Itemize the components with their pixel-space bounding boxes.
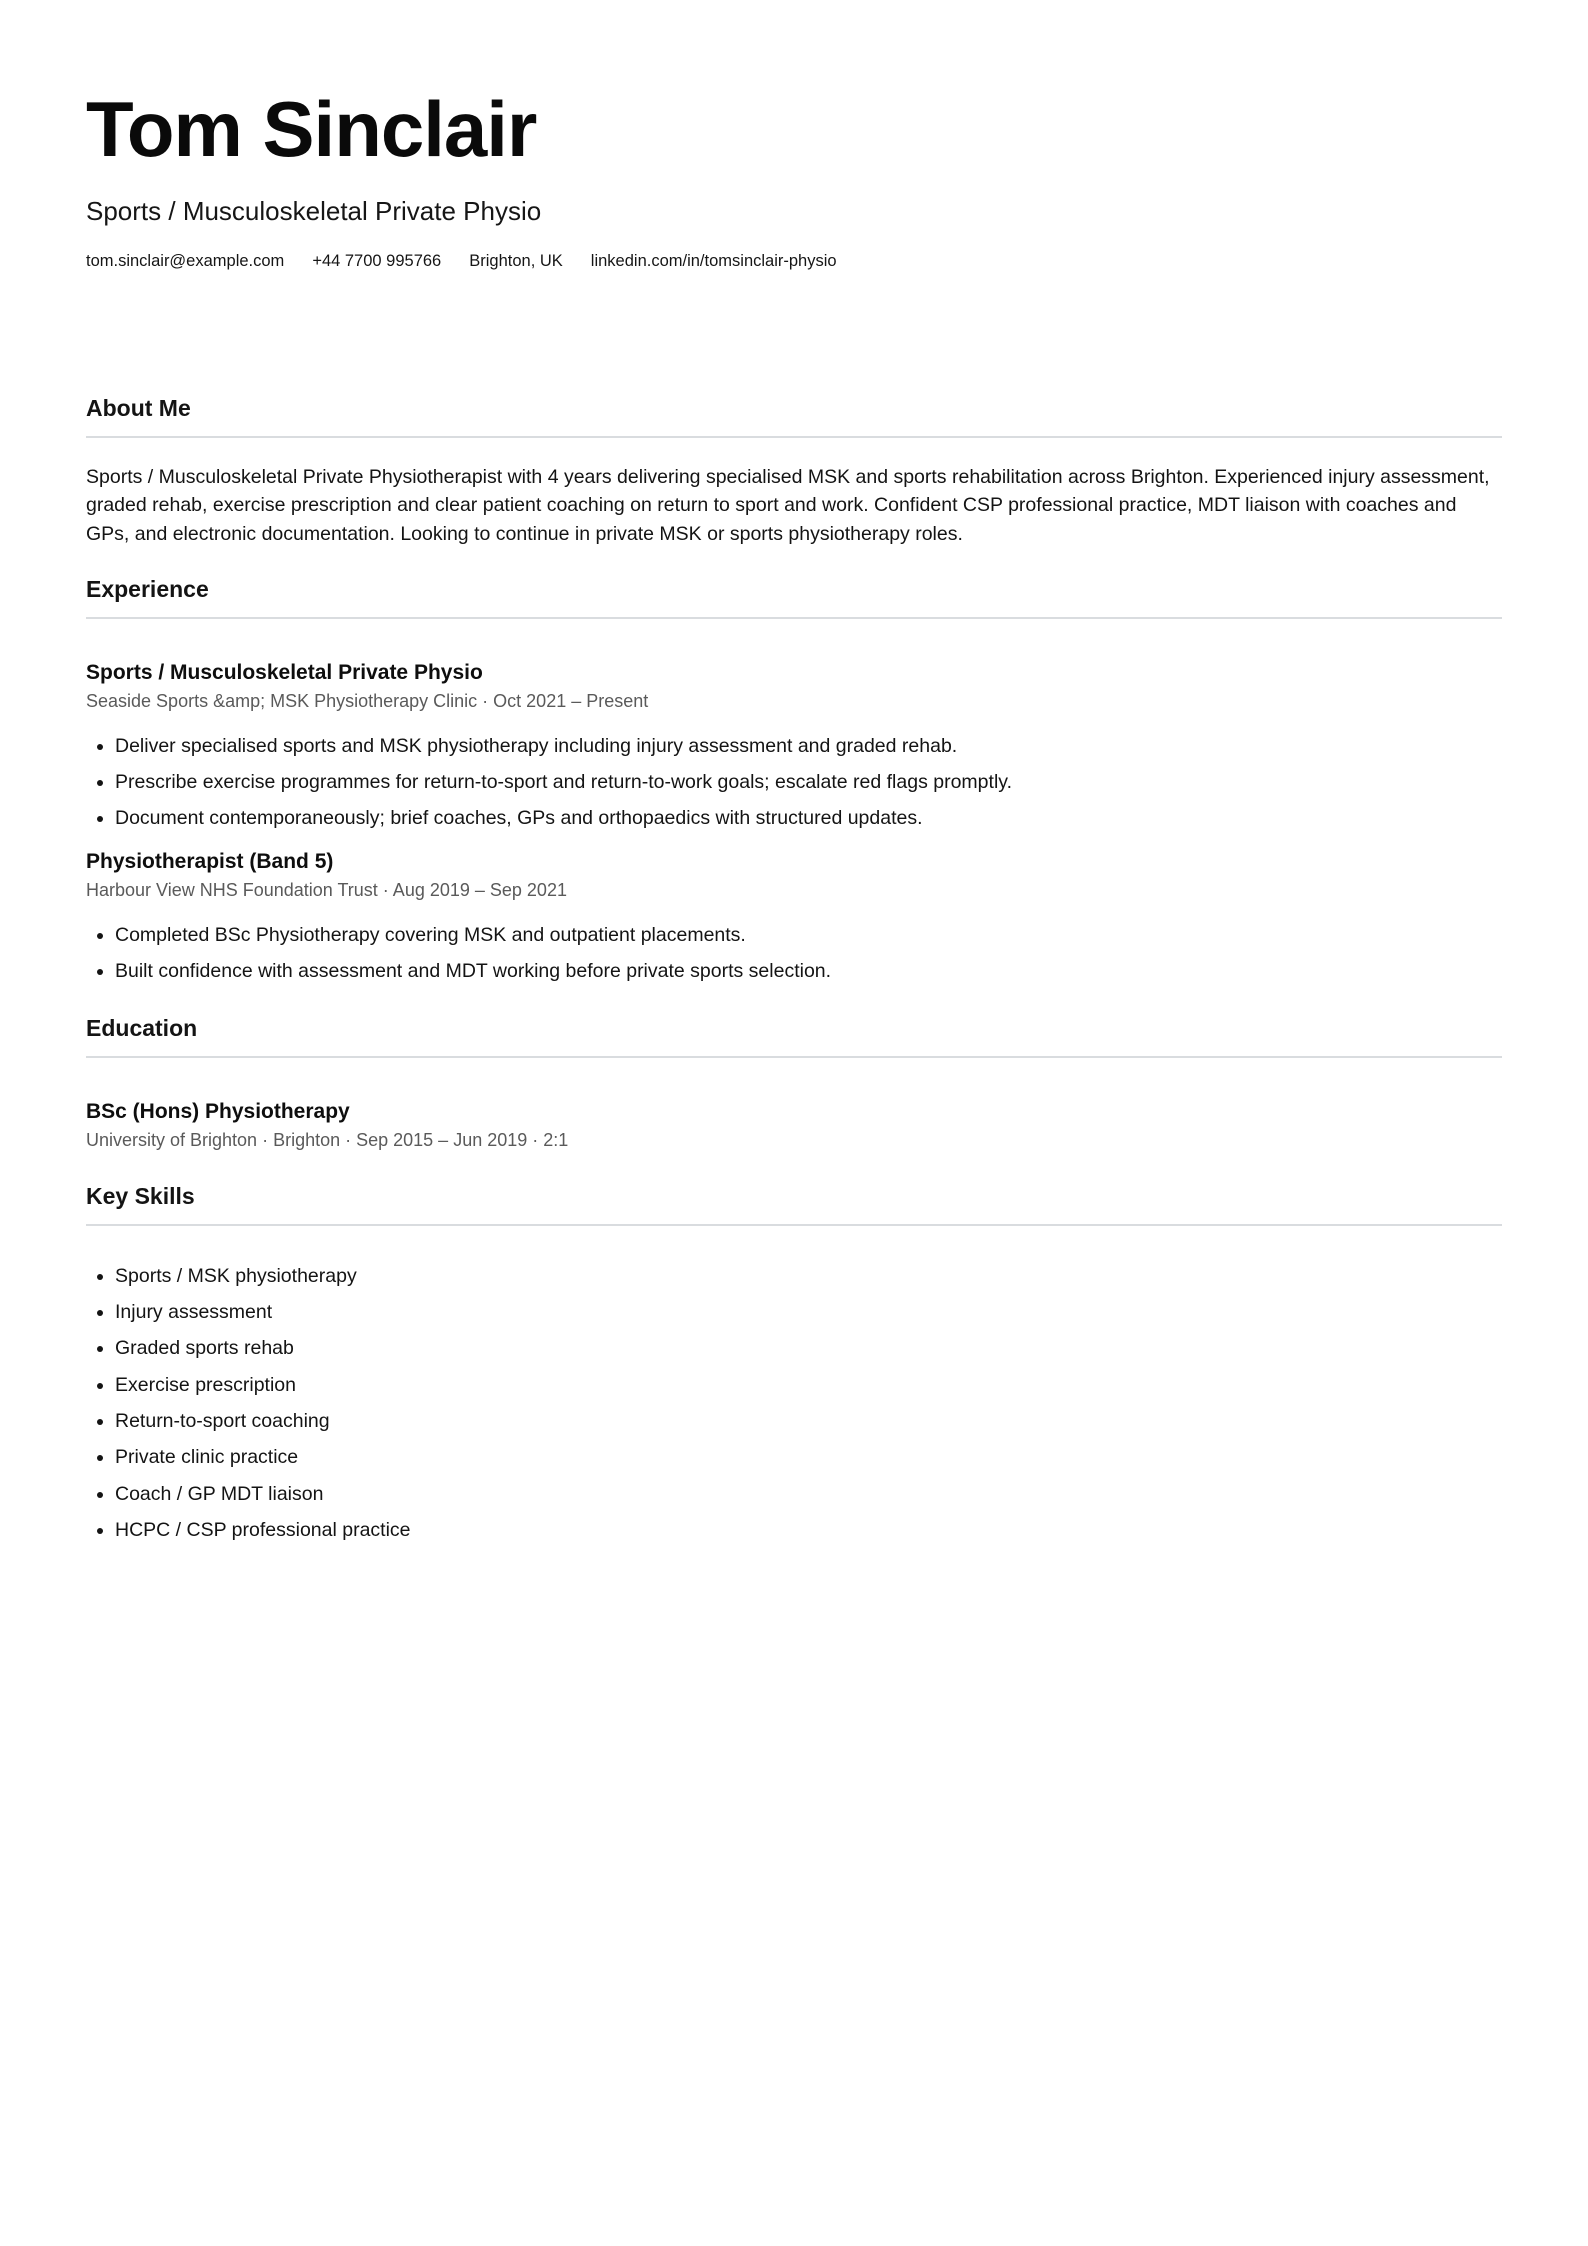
skill-item: • Return-to-sport coaching [115, 1409, 1502, 1434]
job-bullet: • Built confidence with assessment and MDT working before private sports selection. [115, 959, 1502, 984]
contact-linkedin: linkedin.com/in/tomsinclair-physio [590, 252, 837, 270]
job-meta: Seaside Sports &amp; MSK Physiotherapy Clinic · Oct 2021 – Present [86, 690, 649, 711]
resume-header [86, 85, 1502, 271]
job-title: Physiotherapist (Band 5) [86, 849, 334, 873]
skill-item: • Injury assessment [115, 1300, 1502, 1325]
education-entry [86, 1100, 1502, 1151]
job-bullet: • Completed BSc Physiotherapy covering MSK and outpatient placements. [115, 923, 1502, 948]
education-section [86, 1015, 1502, 1151]
skill-item: • Coach / GP MDT liaison [115, 1482, 1502, 1507]
about-section [86, 395, 1502, 548]
job-bullets [86, 734, 1502, 832]
job-bullet: • Deliver specialised sports and MSK physiotherapy including injury assessment and graded rehab. [115, 734, 1502, 759]
skills-section [86, 1183, 1502, 1544]
skills-heading: Key Skills [86, 1183, 1502, 1226]
experience-heading: Experience [86, 576, 1502, 619]
education-heading: Education [86, 1015, 1502, 1058]
experience-entry [86, 661, 1502, 832]
candidate-headline: Sports / Musculoskeletal Private Physio [86, 196, 542, 226]
job-bullet: • Document contemporaneously; brief coaches, GPs and orthopaedics with structured updates. [115, 806, 1502, 831]
degree-title: BSc (Hons) Physiotherapy [86, 1099, 350, 1123]
contact-phone: +44 7700 995766 [312, 252, 442, 270]
about-text: Sports / Musculoskeletal Private Physiotherapist with 4 years delivering specialised MSK and sports rehabilitation across Brighton. Experienced injury assessment, graded rehab, exercise prescription and clear patient coaching on return to sport and work. Confident CSP professional practice, MDT liaison with coaches and GPs, and electronic documentation. Looking to continue in private MSK or sports physiotherapy roles. [86, 466, 1490, 545]
contact-row [86, 252, 1502, 271]
experience-section [86, 576, 1502, 985]
contact-email: tom.sinclair@example.com [86, 252, 285, 270]
skills-list [86, 1264, 1502, 1544]
about-heading: About Me [86, 395, 1502, 438]
job-bullet: • Prescribe exercise programmes for return-to-sport and return-to-work goals; escalate red flags promptly. [115, 770, 1502, 795]
contact-location: Brighton, UK [469, 252, 563, 270]
job-bullets [86, 923, 1502, 985]
job-title: Sports / Musculoskeletal Private Physio [86, 660, 483, 684]
skill-item: • Exercise prescription [115, 1373, 1502, 1398]
job-meta: Harbour View NHS Foundation Trust · Aug 2019 – Sep 2021 [86, 879, 567, 900]
skill-item: • Private clinic practice [115, 1445, 1502, 1470]
skill-item: • Sports / MSK physiotherapy [115, 1264, 1502, 1289]
skill-item: • Graded sports rehab [115, 1336, 1502, 1361]
skill-item: • HCPC / CSP professional practice [115, 1518, 1502, 1543]
experience-entry [86, 850, 1502, 985]
candidate-name: Tom Sinclair [86, 85, 537, 173]
degree-meta: University of Brighton · Brighton · Sep 2015 – Jun 2019 · 2:1 [86, 1129, 569, 1150]
